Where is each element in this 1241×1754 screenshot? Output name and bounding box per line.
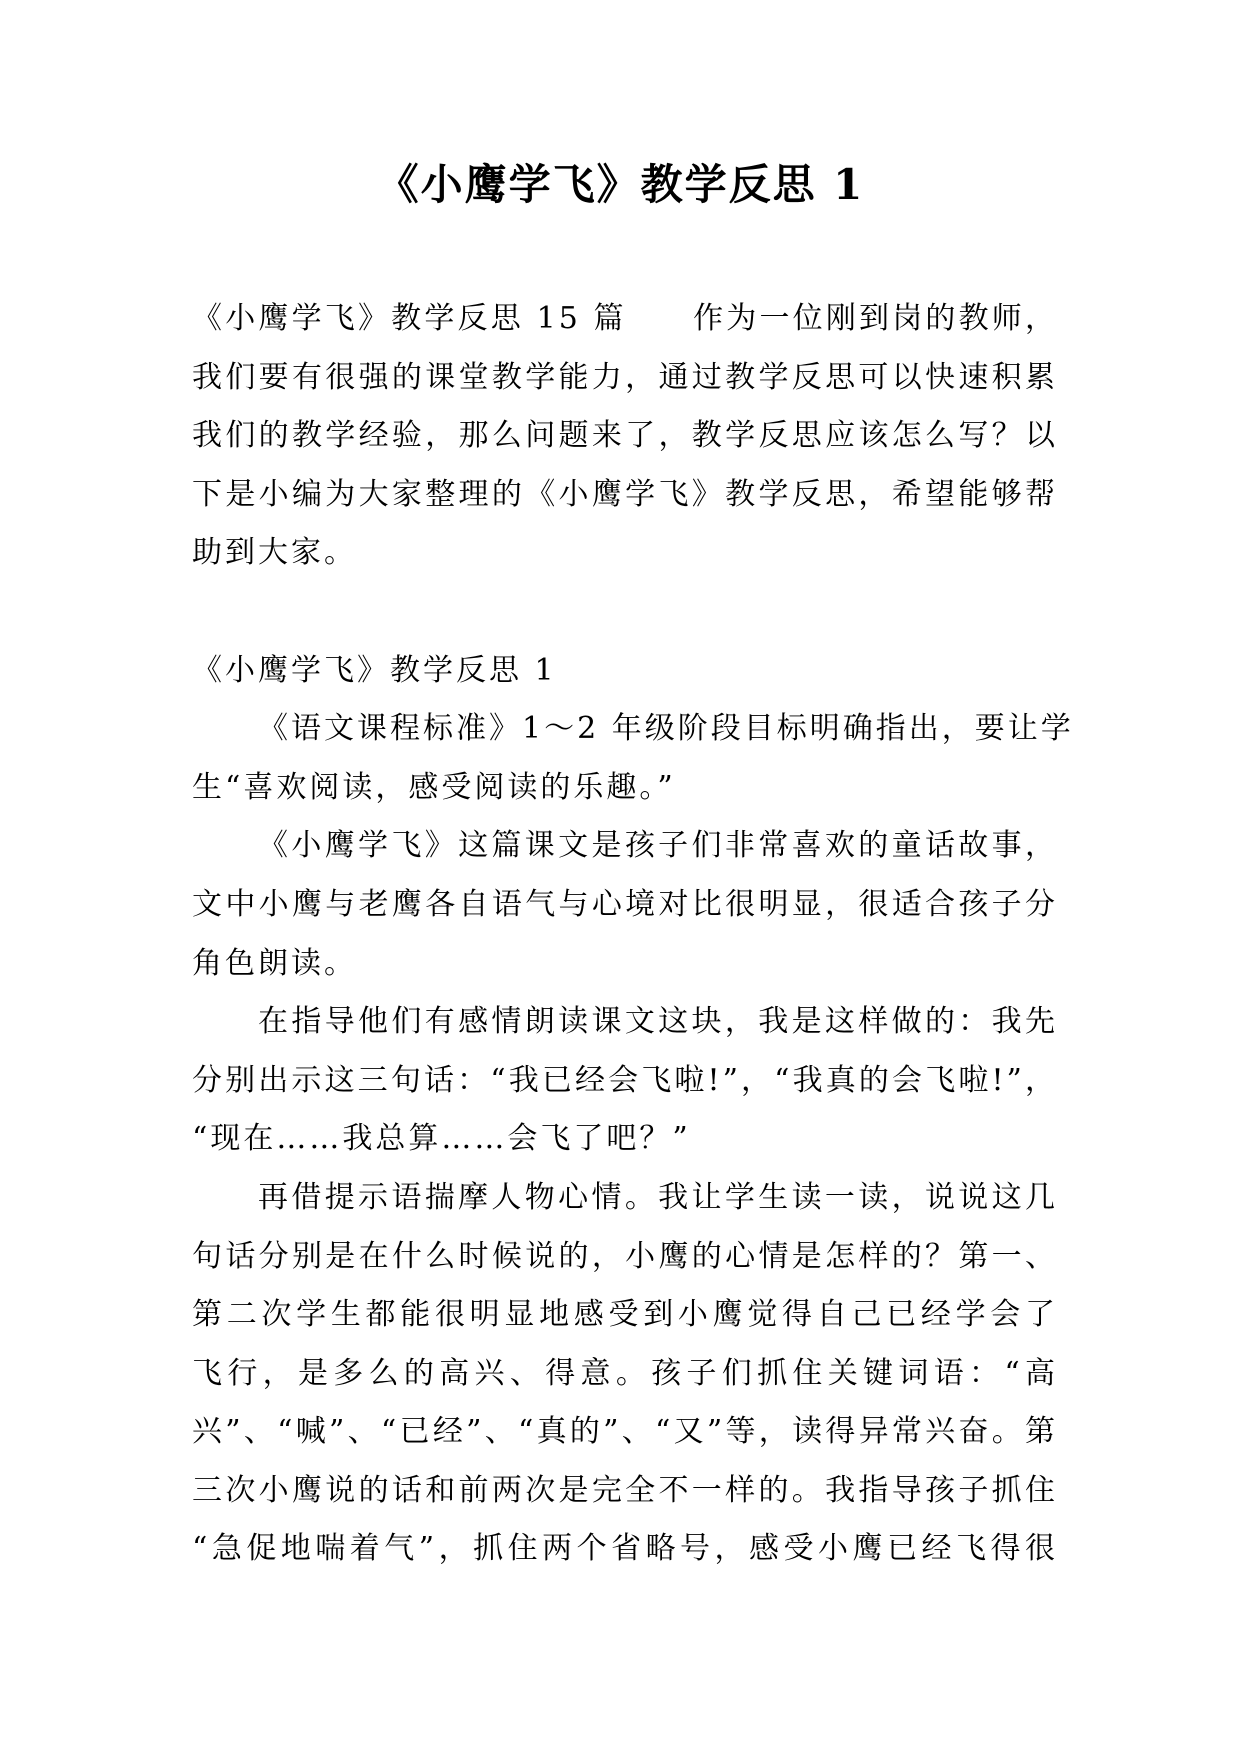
blank-line xyxy=(192,583,1058,642)
text-line: 《小鹰学飞》这篇课文是孩子们非常喜欢的童话故事， xyxy=(258,828,1058,864)
body-paragraph-1 xyxy=(192,700,1074,817)
text-line: 我们要有很强的课堂教学能力，通过教学反思可以快速积累 xyxy=(192,359,1058,395)
text-line: 句话分别是在什么时候说的，小鹰的心情是怎样的？第一、 xyxy=(192,1238,1058,1274)
text-line: 三次小鹰说的话和前两次是完全不一样的。我指导孩子抓住 xyxy=(192,1472,1058,1508)
text-line: 文中小鹰与老鹰各自语气与心境对比很明显，很适合孩子分 xyxy=(192,886,1058,922)
text-line: 生“喜欢阅读，感受阅读的乐趣。” xyxy=(192,769,676,805)
text-line: “现在……我总算……会飞了吧？” xyxy=(192,1121,691,1157)
text-line: 第二次学生都能很明显地感受到小鹰觉得自己已经学会了 xyxy=(192,1297,1058,1333)
body-paragraph-4 xyxy=(192,1169,1058,1579)
text-line: 《语文课程标准》1～2 年级阶段目标明确指出，要让学 xyxy=(258,711,1074,747)
text-line: 分别出示这三句话：“我已经会飞啦!”，“我真的会飞啦!”， xyxy=(192,1062,1058,1098)
document-body xyxy=(192,290,1074,1579)
text-line: 兴”、“喊”、“已经”、“真的”、“又”等，读得异常兴奋。第 xyxy=(192,1414,1058,1450)
body-paragraph-3 xyxy=(192,993,1058,1169)
intro-paragraph xyxy=(192,290,1058,583)
body-paragraph-2 xyxy=(192,817,1058,993)
text-line: 角色朗读。 xyxy=(192,945,357,981)
text-line: 我们的教学经验，那么问题来了，教学反思应该怎么写？以 xyxy=(192,418,1058,454)
text-line: 下是小编为大家整理的《小鹰学飞》教学反思，希望能够帮 xyxy=(192,476,1058,512)
section-heading: 《小鹰学飞》教学反思 1 xyxy=(192,652,557,688)
text-line: 再借提示语揣摩人物心情。我让学生读一读，说说这几 xyxy=(258,1179,1058,1215)
text-line: 在指导他们有感情朗读课文这块，我是这样做的：我先 xyxy=(258,1004,1058,1040)
document-title: 《小鹰学飞》教学反思 1 xyxy=(376,160,865,209)
text-line: 《小鹰学飞》教学反思 15 篇 作为一位刚到岗的教师， xyxy=(192,301,1058,336)
text-line: “急促地喘着气”，抓住两个省略号，感受小鹰已经飞得很 xyxy=(192,1531,1058,1567)
text-line: 助到大家。 xyxy=(192,535,357,571)
text-line: 飞行，是多么的高兴、得意。孩子们抓住关键词语：“高 xyxy=(192,1355,1058,1391)
